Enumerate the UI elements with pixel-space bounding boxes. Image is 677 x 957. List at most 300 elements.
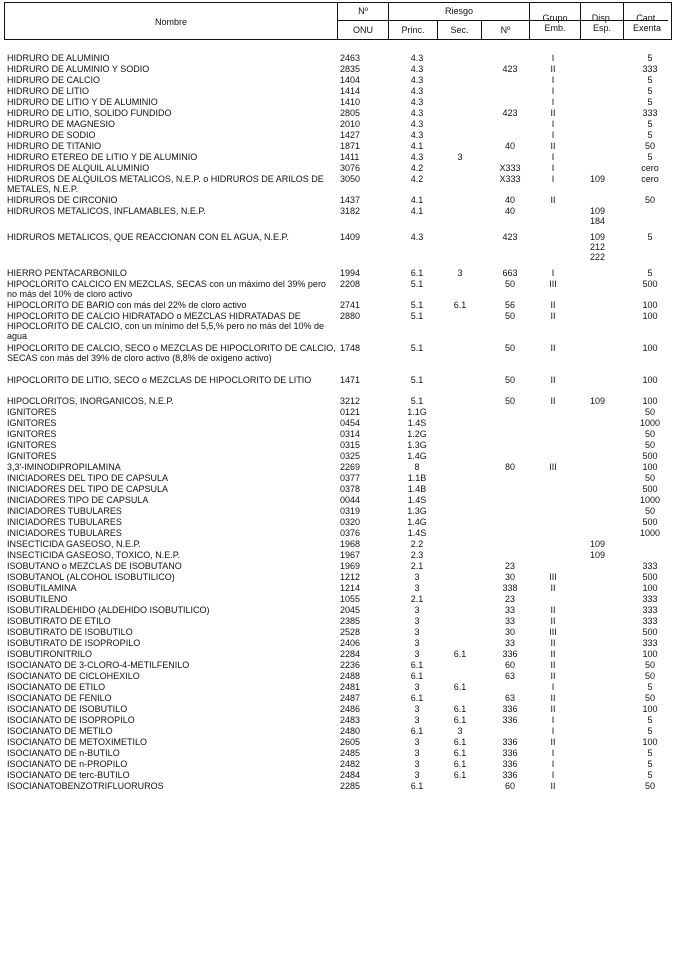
- cell-name: HIERRO PENTACARBONILO: [7, 267, 127, 278]
- cell-onu: 0325: [340, 451, 361, 461]
- cell-princ: 5.1: [410, 396, 424, 406]
- cell-grupo: I: [551, 163, 555, 173]
- cell-onu: 2484: [340, 770, 361, 780]
- cell-onu: 2269: [340, 462, 361, 472]
- cell-cant: 333: [642, 605, 658, 615]
- cell-no: 80: [504, 462, 515, 472]
- header-exenta: Exenta: [632, 23, 662, 33]
- cell-cant: 333: [642, 108, 658, 118]
- cell-princ: 4.1: [410, 141, 424, 151]
- cell-princ: 3: [414, 583, 420, 593]
- cell-onu: 2285: [340, 781, 361, 791]
- cell-princ: 1.4G: [407, 451, 427, 461]
- cell-name: ISOCIANATO DE n-PROPILO: [7, 759, 128, 769]
- cell-grupo: I: [551, 75, 555, 85]
- cell-name: IGNITORES: [7, 429, 57, 439]
- cell-princ: 4.1: [410, 195, 424, 206]
- cell-disp: 109: [590, 550, 606, 560]
- cell-princ: 5.1: [410, 278, 424, 289]
- cell-onu: 2480: [340, 726, 361, 736]
- cell-cant: 100: [642, 704, 658, 714]
- header-sec: Sec.: [450, 25, 469, 35]
- cell-name: ISOBUTIRONITRILO: [7, 649, 93, 659]
- cell-onu: 2488: [340, 671, 361, 681]
- cell-name: HIDRURO DE MAGNESIO: [7, 119, 116, 129]
- cell-name: ISOCIANATOBENZOTRIFLUORUROS: [7, 781, 164, 791]
- cell-onu: 2385: [340, 616, 361, 626]
- cell-no: 336: [502, 649, 518, 659]
- cell-name: HIPOCLORITO CALCICO EN MEZCLAS, SECAS con un máximo del 39% pero no más del 10% de cloro activo: [7, 278, 326, 299]
- cell-cant: 50: [644, 506, 655, 516]
- cell-no: 56: [504, 300, 515, 310]
- cell-princ: 1.4S: [407, 418, 427, 428]
- cell-cant: 5: [647, 726, 653, 736]
- cell-grupo: II: [550, 605, 556, 615]
- cell-no: 23: [504, 561, 515, 571]
- cell-cant: 5: [647, 770, 653, 780]
- cell-onu: 2284: [340, 649, 361, 659]
- cell-name: HIDRURO DE SODIO: [7, 130, 96, 140]
- cell-princ: 6.1: [410, 726, 424, 736]
- cell-onu: 2741: [340, 300, 361, 310]
- cell-name: ISOBUTIRATO DE ISOBUTILO: [7, 627, 133, 637]
- cell-princ: 1.3G: [407, 506, 427, 516]
- cell-sec: 6.1: [453, 715, 467, 725]
- cell-cant: 50: [644, 693, 655, 703]
- cell-princ: 1.4B: [407, 484, 427, 494]
- cell-name: ISOBUTANO o MEZCLAS DE ISOBUTANO: [7, 561, 182, 571]
- cell-grupo: II: [550, 300, 556, 310]
- cell-princ: 3: [414, 759, 420, 769]
- cell-cant: 50: [644, 660, 655, 670]
- cell-no: 50: [504, 342, 515, 353]
- cell-princ: 4.3: [410, 75, 424, 85]
- header-grupo: Grupo: [542, 13, 568, 23]
- cell-onu: 1410: [340, 97, 361, 107]
- cell-name: INICIADORES DEL TIPO DE CAPSULA: [7, 473, 169, 483]
- cell-no: 50: [504, 278, 515, 289]
- cell-grupo: II: [550, 64, 556, 74]
- cell-onu: 2805: [340, 108, 361, 118]
- cell-princ: 4.3: [410, 130, 424, 140]
- cell-disp: 109: [590, 174, 606, 184]
- cell-name: HIDRURO DE ALUMINIO: [7, 53, 110, 63]
- cell-princ: 4.3: [410, 53, 424, 63]
- cell-onu: 1471: [340, 374, 361, 385]
- cell-cant: 50: [644, 440, 655, 450]
- cell-princ: 4.3: [410, 97, 424, 107]
- cell-cant: 50: [644, 195, 655, 206]
- cell-cant: 5: [647, 759, 653, 769]
- cell-princ: 6.1: [410, 671, 424, 681]
- cell-cant: cero: [641, 174, 659, 184]
- cell-no: 23: [504, 594, 515, 604]
- cell-onu: 0454: [340, 418, 361, 428]
- cell-cant: 500: [642, 572, 658, 582]
- cell-name: HIDRUROS METALICOS, QUE REACCIONAN CON EL AGUA, N.E.P.: [7, 231, 289, 242]
- cell-no: 33: [504, 605, 515, 615]
- cell-princ: 2.1: [410, 561, 424, 571]
- cell-cant: 1000: [639, 495, 661, 505]
- cell-sec: 6.1: [453, 300, 467, 310]
- cell-no: 663: [502, 267, 518, 278]
- cell-onu: 2010: [340, 119, 361, 129]
- cell-grupo: I: [551, 86, 555, 96]
- cell-name: HIPOCLORITO DE BARIO con más del 22% de cloro activo: [7, 300, 247, 310]
- cell-cant: 333: [642, 64, 658, 74]
- cell-princ: 4.3: [410, 108, 424, 118]
- cell-grupo: II: [550, 693, 556, 703]
- cell-no: 50: [504, 374, 515, 385]
- cell-name: ISOBUTIRALDEHIDO (ALDEHIDO ISOBUTILICO): [7, 605, 210, 615]
- cell-name: INICIADORES TUBULARES: [7, 517, 122, 527]
- cell-disp: 109: [590, 539, 606, 549]
- cell-name: INSECTICIDA GASEOSO, TOXICO, N.E.P.: [7, 550, 181, 560]
- cell-name: HIDRURO DE LITIO: [7, 86, 90, 96]
- cell-princ: 6.1: [410, 693, 424, 703]
- cell-name: HIPOCLORITO DE LITIO, SECO o MEZCLAS DE HIPOCLORITO DE LITIO: [7, 374, 312, 385]
- cell-onu: 1969: [340, 561, 361, 571]
- cell-sec: 6.1: [453, 770, 467, 780]
- cell-onu: 1968: [340, 539, 361, 549]
- cell-no: 40: [504, 206, 515, 217]
- cell-cant: 5: [647, 119, 653, 129]
- cell-onu: 2406: [340, 638, 361, 648]
- cell-no: 60: [504, 660, 515, 670]
- cell-onu: 0319: [340, 506, 361, 516]
- cell-cant: 1000: [639, 418, 661, 428]
- cell-grupo: I: [551, 759, 555, 769]
- cell-no: 336: [502, 737, 518, 747]
- cell-cant: 5: [647, 130, 653, 140]
- cell-grupo: I: [551, 174, 555, 184]
- cell-cant: 50: [644, 429, 655, 439]
- cell-princ: 4.3: [410, 86, 424, 96]
- cell-onu: 1871: [340, 141, 361, 151]
- cell-no: 338: [502, 583, 518, 593]
- cell-no: 336: [502, 748, 518, 758]
- cell-grupo: II: [550, 342, 556, 353]
- cell-no: 423: [502, 108, 518, 118]
- cell-onu: 1748: [340, 342, 361, 353]
- header-onu: ONU: [353, 25, 373, 35]
- cell-name: INICIADORES TIPO DE CAPSULA: [7, 495, 149, 505]
- cell-princ: 5.1: [410, 342, 424, 353]
- cell-name: HIPOCLORITOS, INORGANICOS, N.E.P.: [7, 396, 174, 406]
- cell-cant: 5: [647, 53, 653, 63]
- cell-no: 50: [504, 311, 515, 321]
- cell-cant: 50: [644, 473, 655, 483]
- cell-cant: 333: [642, 616, 658, 626]
- cell-princ: 3: [414, 682, 420, 692]
- cell-princ: 4.3: [410, 64, 424, 74]
- cell-name: INSECTICIDA GASEOSO, N.E.P.: [7, 539, 141, 549]
- cell-sec: 3: [457, 152, 463, 162]
- cell-princ: 4.3: [410, 231, 424, 242]
- cell-princ: 5.1: [410, 311, 424, 321]
- cell-no: 33: [504, 616, 515, 626]
- cell-name: ISOCIANATO DE n-BUTILO: [7, 748, 120, 758]
- cell-no: 336: [502, 704, 518, 714]
- cell-princ: 3: [414, 715, 420, 725]
- cell-cant: 100: [642, 342, 658, 353]
- cell-cant: 50: [644, 781, 655, 791]
- cell-no: 40: [504, 195, 515, 206]
- cell-cant: 5: [647, 715, 653, 725]
- cell-name: HIPOCLORITO DE CALCIO HIDRATADO o MEZCLAS HIDRATADAS DE HIPOCLORITO DE CALCIO, con un mínimo del 5,5,% pero no más del 10% de agua: [7, 311, 324, 341]
- cell-grupo: I: [551, 748, 555, 758]
- cell-cant: 5: [647, 75, 653, 85]
- cell-sec: 6.1: [453, 759, 467, 769]
- cell-princ: 1.1G: [407, 407, 427, 417]
- cell-cant: 5: [647, 748, 653, 758]
- cell-onu: 1427: [340, 130, 361, 140]
- cell-grupo: I: [551, 682, 555, 692]
- cell-princ: 5.1: [410, 374, 424, 385]
- cell-name: INICIADORES TUBULARES: [7, 506, 122, 516]
- cell-onu: 1214: [340, 583, 361, 593]
- cell-cant: 100: [642, 396, 658, 406]
- cell-cant: 333: [642, 638, 658, 648]
- cell-grupo: II: [550, 374, 556, 385]
- cell-onu: 0044: [340, 495, 361, 505]
- cell-princ: 5.1: [410, 300, 424, 310]
- header-riesgo-no: Nº: [500, 25, 511, 35]
- cell-name: HIPOCLORITO DE CALCIO, SECO o MEZCLAS DE HIPOCLORITO DE CALCIO, SECAS con más del 39% de cloro activo (8,8% de oxígeno activo): [7, 342, 336, 363]
- cell-grupo: III: [549, 278, 557, 289]
- cell-onu: 0377: [340, 473, 361, 483]
- cell-no: 60: [504, 781, 515, 791]
- cell-name: HIDRURO DE ALUMINIO Y SODIO: [7, 64, 150, 74]
- cell-cant: 5: [647, 231, 653, 242]
- cell-grupo: II: [550, 195, 556, 206]
- cell-no: X333: [499, 174, 521, 184]
- cell-princ: 3: [414, 616, 420, 626]
- cell-princ: 1.1B: [407, 473, 427, 483]
- cell-no: 63: [504, 693, 515, 703]
- cell-grupo: I: [551, 119, 555, 129]
- cell-name: ISOBUTANOL (ALCOHOL ISOBUTILICO): [7, 572, 175, 582]
- cell-onu: 2880: [340, 311, 361, 321]
- cell-cant: cero: [641, 163, 659, 173]
- cell-grupo: II: [550, 781, 556, 791]
- cell-princ: 3: [414, 605, 420, 615]
- cell-cant: 100: [642, 737, 658, 747]
- cell-cant: 100: [642, 649, 658, 659]
- cell-name: HIDRUROS DE ALQUILOS METALICOS, N.E.P. o HIDRUROS DE ARILOS DE METALES, N.E.P.: [7, 174, 324, 194]
- cell-name: INICIADORES DEL TIPO DE CAPSULA: [7, 484, 169, 494]
- cell-sec: 3: [457, 267, 463, 278]
- cell-grupo: II: [550, 396, 556, 406]
- cell-cant: 5: [647, 86, 653, 96]
- cell-grupo: I: [551, 726, 555, 736]
- cell-onu: 0314: [340, 429, 361, 439]
- cell-princ: 6.1: [410, 660, 424, 670]
- cell-princ: 2.3: [410, 550, 424, 560]
- cell-onu: 1404: [340, 75, 361, 85]
- cell-princ: 6.1: [410, 267, 424, 278]
- cell-disp: 109 184: [590, 206, 606, 227]
- cell-cant: 333: [642, 561, 658, 571]
- cell-disp: 109 212 222: [590, 231, 606, 262]
- cell-onu: 2528: [340, 627, 361, 637]
- cell-princ: 8: [414, 462, 420, 472]
- cell-princ: 2.2: [410, 539, 424, 549]
- header-nombre: Nombre: [154, 17, 187, 27]
- cell-name: HIDRUROS METALICOS, INFLAMABLES, N.E.P.: [7, 206, 206, 217]
- cell-disp: 109: [590, 396, 606, 406]
- cell-grupo: II: [550, 311, 556, 321]
- cell-princ: 1.4G: [407, 517, 427, 527]
- cell-cant: 50: [644, 141, 655, 151]
- cell-onu: 2485: [340, 748, 361, 758]
- cell-princ: 1.4S: [407, 495, 427, 505]
- cell-no: 30: [504, 627, 515, 637]
- cell-name: ISOBUTIRATO DE ETILO: [7, 616, 111, 626]
- cell-name: HIDRURO DE TITANIO: [7, 141, 102, 151]
- cell-cant: 50: [644, 407, 655, 417]
- cell-name: ISOBUTIRATO DE ISOPROPILO: [7, 638, 141, 648]
- cell-cant: 500: [642, 484, 658, 494]
- cell-onu: 1212: [340, 572, 361, 582]
- cell-princ: 2.1: [410, 594, 424, 604]
- cell-no: 33: [504, 638, 515, 648]
- cell-onu: 2486: [340, 704, 361, 714]
- cell-princ: 1.4S: [407, 528, 427, 538]
- cell-princ: 6.1: [410, 781, 424, 791]
- cell-sec: 6.1: [453, 649, 467, 659]
- cell-princ: 4.3: [410, 152, 424, 162]
- cell-onu: 2045: [340, 605, 361, 615]
- cell-grupo: III: [549, 462, 557, 472]
- cell-cant: 500: [642, 517, 658, 527]
- cell-name: IGNITORES: [7, 407, 57, 417]
- cell-princ: 1.3G: [407, 440, 427, 450]
- cell-onu: 3212: [340, 396, 361, 406]
- cell-onu: 2605: [340, 737, 361, 747]
- cell-name: IGNITORES: [7, 451, 57, 461]
- cell-cant: 500: [642, 627, 658, 637]
- cell-onu: 1994: [340, 267, 361, 278]
- cell-grupo: III: [549, 572, 557, 582]
- cell-cant: 5: [647, 152, 653, 162]
- cell-princ: 4.1: [410, 206, 424, 217]
- cell-grupo: I: [551, 130, 555, 140]
- cell-onu: 0320: [340, 517, 361, 527]
- cell-onu: 0378: [340, 484, 361, 494]
- cell-princ: 3: [414, 748, 420, 758]
- header-riesgo: Riesgo: [444, 6, 473, 16]
- cell-onu: 1411: [340, 152, 360, 162]
- cell-no: 423: [502, 231, 518, 242]
- cell-princ: 4.2: [410, 163, 424, 173]
- cell-onu: 2463: [340, 53, 361, 63]
- cell-onu: 3182: [340, 206, 361, 217]
- cell-name: ISOBUTILENO: [7, 594, 68, 604]
- cell-cant: 333: [642, 594, 658, 604]
- cell-onu: 3076: [340, 163, 361, 173]
- cell-grupo: II: [550, 616, 556, 626]
- cell-onu: 0121: [340, 407, 361, 417]
- cell-onu: 1967: [340, 550, 361, 560]
- cell-grupo: II: [550, 649, 556, 659]
- cell-name: INICIADORES TUBULARES: [7, 528, 122, 538]
- cell-name: HIDRURO DE LITIO Y DE ALUMINIO: [7, 97, 158, 107]
- cell-no: 423: [502, 64, 518, 74]
- cell-no: 336: [502, 770, 518, 780]
- cell-no: 50: [504, 396, 515, 406]
- cell-name: IGNITORES: [7, 440, 57, 450]
- cell-princ: 3: [414, 627, 420, 637]
- cell-name: HIDRURO DE LITIO, SOLIDO FUNDIDO: [7, 108, 172, 118]
- cell-princ: 4.3: [410, 119, 424, 129]
- cell-grupo: II: [550, 704, 556, 714]
- cell-name: ISOCIANATO DE METILO: [7, 726, 113, 736]
- table-header: [4, 2, 672, 40]
- cell-name: IGNITORES: [7, 418, 57, 428]
- cell-sec: 6.1: [453, 682, 467, 692]
- cell-name: HIDRUROS DE CIRCONIO: [7, 195, 118, 206]
- cell-name: ISOCIANATO DE terc-BUTILO: [7, 770, 130, 780]
- cell-princ: 3: [414, 638, 420, 648]
- cell-no: 336: [502, 715, 518, 725]
- cell-grupo: I: [551, 97, 555, 107]
- cell-grupo: II: [550, 737, 556, 747]
- cell-name: HIDRURO ETEREO DE LITIO Y DE ALUMINIO: [7, 152, 198, 162]
- cell-grupo: I: [551, 770, 555, 780]
- cell-no: 30: [504, 572, 515, 582]
- cell-princ: 3: [414, 572, 420, 582]
- cell-cant: 500: [642, 278, 658, 289]
- cell-onu: 3050: [340, 174, 361, 184]
- cell-onu: 2208: [340, 278, 361, 289]
- cell-name: ISOCIANATO DE FENILO: [7, 693, 112, 703]
- cell-grupo: I: [551, 715, 555, 725]
- header-no: Nº: [358, 6, 368, 16]
- cell-princ: 3: [414, 704, 420, 714]
- cell-name: ISOCIANATO DE ETILO: [7, 682, 106, 692]
- cell-onu: 2835: [340, 64, 361, 74]
- cell-onu: 2482: [340, 759, 361, 769]
- cell-princ: 1.2G: [407, 429, 427, 439]
- cell-name: ISOCIANATO DE 3-CLORO-4-METILFENILO: [7, 660, 190, 670]
- cell-cant: 50: [644, 671, 655, 681]
- cell-name: ISOCIANATO DE ISOPROPILO: [7, 715, 135, 725]
- cell-grupo: II: [550, 638, 556, 648]
- cell-onu: 2236: [340, 660, 361, 670]
- cell-grupo: III: [549, 627, 557, 637]
- cell-cant: 100: [642, 300, 658, 310]
- cell-sec: 6.1: [453, 737, 467, 747]
- header-disp: Disp.: [591, 13, 613, 23]
- cell-grupo: I: [551, 152, 555, 162]
- cell-name: ISOBUTILAMINA: [7, 583, 77, 593]
- cell-grupo: I: [551, 53, 555, 63]
- cell-onu: 2487: [340, 693, 361, 703]
- cell-onu: 1437: [340, 195, 361, 206]
- cell-name: HIDRUROS DE ALQUIL ALUMINIO: [7, 163, 150, 173]
- cell-onu: 0376: [340, 528, 361, 538]
- header-esp: Esp.: [592, 23, 611, 33]
- header-cant: Cant.: [636, 13, 658, 23]
- cell-cant: 500: [642, 451, 658, 461]
- cell-sec: 6.1: [453, 704, 467, 714]
- cell-no: 336: [502, 759, 518, 769]
- cell-name: ISOCIANATO DE METOXIMETILO: [7, 737, 148, 747]
- cell-sec: 6.1: [453, 748, 467, 758]
- cell-cant: 100: [642, 583, 658, 593]
- cell-grupo: I: [551, 267, 555, 278]
